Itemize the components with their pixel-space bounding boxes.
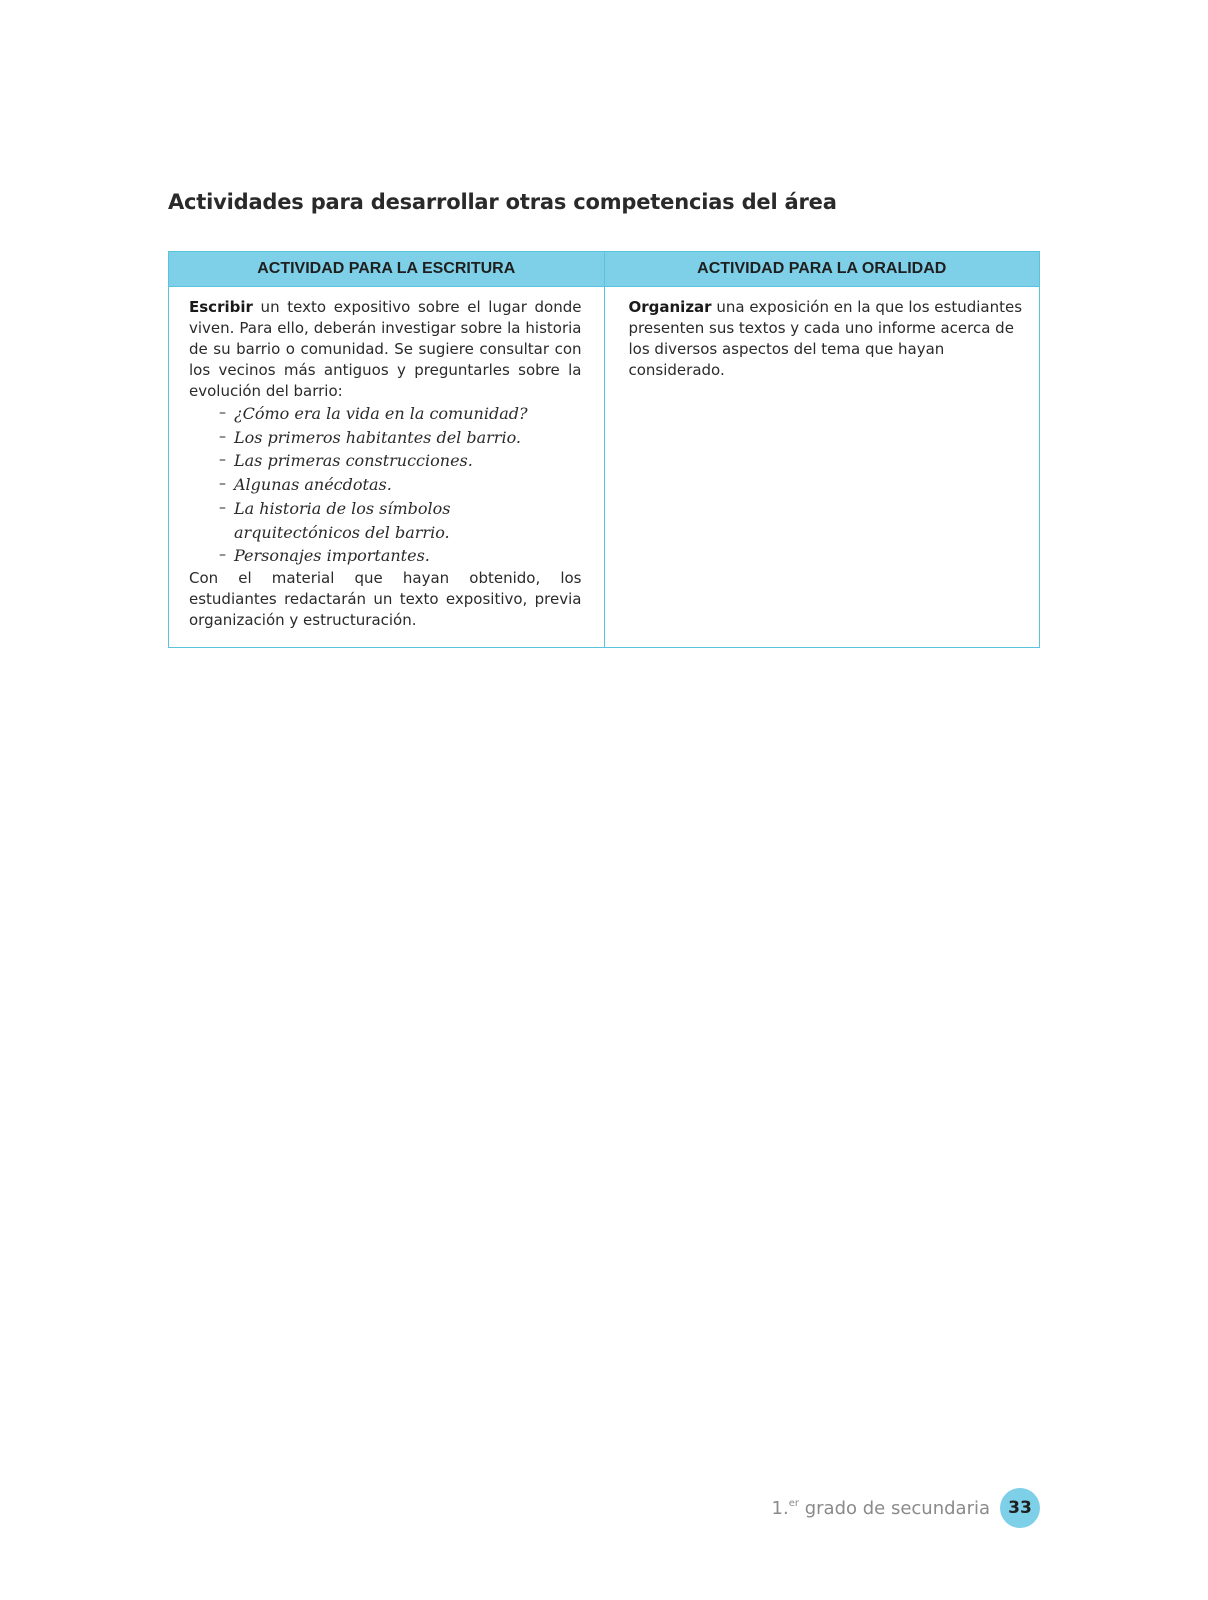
grade-label: 1.$^{er}$ grado de secundaria [771, 1497, 990, 1519]
writing-verb: Escribir [189, 298, 253, 316]
orality-body-text: una exposición en la que los estudiantes presenten sus textos y cada uno informe acerca de los diversos aspectos del tema que hayan considerado. [628, 298, 1023, 379]
dash-bullet-icon: – [219, 405, 226, 421]
list-item: – Algunas anécdotas. [219, 473, 582, 497]
dash-bullet-icon: – [219, 547, 226, 564]
orality-activity-cell [604, 287, 1040, 648]
writing-closing: Con el material que hayan obtenido, los estudiantes redactarán un texto expositivo, previa organización y estructuración. [189, 568, 582, 629]
page-footer [772, 1488, 1040, 1528]
writing-intro [189, 297, 582, 402]
header-orality: ACTIVIDAD PARA LA ORALIDAD [604, 252, 1040, 287]
table-row [169, 287, 1040, 648]
writing-intro-text: un texto expositivo sobre el lugar donde viven. Para ello, deberán investigar sobre la historia de su barrio o comunidad. Se sugiere consultar con los vecinos más antiguos y preguntarles sobre la evolución del barrio: [189, 298, 582, 400]
writing-activity-cell [169, 287, 605, 648]
orality-text [629, 297, 1024, 381]
list-item: – Los primeros habitantes del barrio. [219, 426, 582, 450]
dash-bullet-icon: – [219, 499, 226, 516]
dash-bullet-icon: – [219, 452, 226, 469]
dash-bullet-icon: – [219, 428, 226, 445]
orality-verb: Organizar [628, 298, 712, 316]
list-item: – Las primeras construcciones. [219, 449, 582, 473]
table-header-row [169, 252, 1040, 287]
page-number: 33 [1000, 1488, 1040, 1528]
writing-topics-list [189, 402, 582, 568]
dash-bullet-icon: – [219, 476, 226, 493]
section-title: Actividades para desarrollar otras competencias del área [168, 190, 837, 214]
activities-table [168, 251, 1040, 648]
list-item: – Personajes importantes. [219, 544, 582, 568]
header-writing: ACTIVIDAD PARA LA ESCRITURA [169, 252, 605, 287]
list-item: – ¿Cómo era la vida en la comunidad? [219, 402, 582, 426]
list-item: – La historia de los símbolos arquitectónicos del barrio. [219, 498, 451, 542]
